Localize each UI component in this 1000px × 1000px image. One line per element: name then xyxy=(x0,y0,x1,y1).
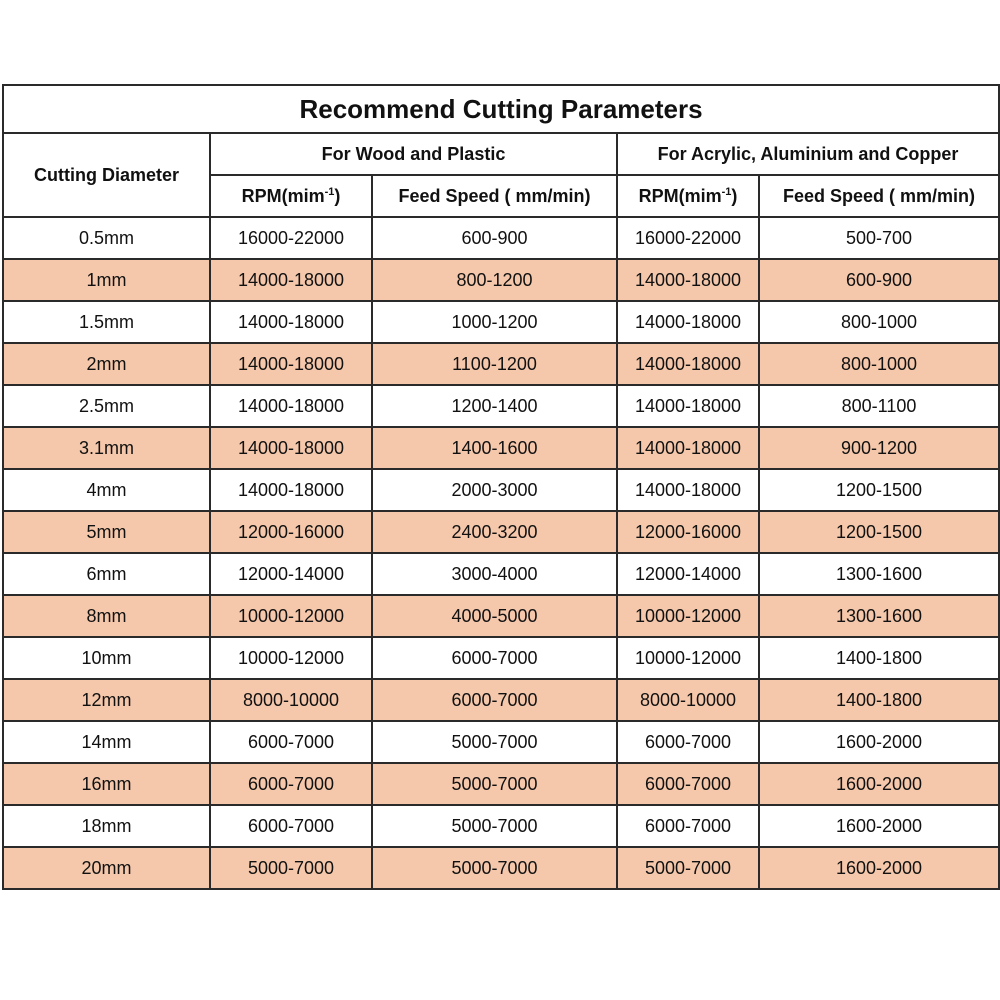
table-row xyxy=(3,679,999,721)
feed-wood-cell: 6000-7000 xyxy=(372,637,617,679)
diameter-cell: 12mm xyxy=(3,679,210,721)
wood-plastic-group-header: For Wood and Plastic xyxy=(210,133,617,175)
cutting-parameters-table xyxy=(2,84,1000,890)
feed-wood-cell: 2000-3000 xyxy=(372,469,617,511)
table-row xyxy=(3,553,999,595)
rpm-wood-cell: 14000-18000 xyxy=(210,469,372,511)
rpm-acrylic-cell: 6000-7000 xyxy=(617,805,759,847)
feed-acrylic-cell: 1200-1500 xyxy=(759,511,999,553)
rpm-acrylic-cell: 14000-18000 xyxy=(617,469,759,511)
rpm-acrylic-cell: 10000-12000 xyxy=(617,595,759,637)
rpm-wood-cell: 10000-12000 xyxy=(210,595,372,637)
rpm-acrylic-cell: 6000-7000 xyxy=(617,721,759,763)
diameter-cell: 4mm xyxy=(3,469,210,511)
table-row xyxy=(3,301,999,343)
table-row xyxy=(3,427,999,469)
table-row xyxy=(3,343,999,385)
feed-wood-cell: 3000-4000 xyxy=(372,553,617,595)
rpm-acrylic-cell: 8000-10000 xyxy=(617,679,759,721)
rpm-wood-cell: 12000-14000 xyxy=(210,553,372,595)
table-row xyxy=(3,721,999,763)
table-row xyxy=(3,385,999,427)
rpm-wood-cell: 16000-22000 xyxy=(210,217,372,259)
feed-wood-cell: 5000-7000 xyxy=(372,721,617,763)
rpm-wood-cell: 6000-7000 xyxy=(210,721,372,763)
diameter-cell: 2mm xyxy=(3,343,210,385)
feed-acrylic-cell: 800-1000 xyxy=(759,301,999,343)
rpm-header-wood: RPM(mim$^{-1}$) xyxy=(210,175,372,217)
rpm-acrylic-cell: 16000-22000 xyxy=(617,217,759,259)
table-row xyxy=(3,637,999,679)
diameter-cell: 8mm xyxy=(3,595,210,637)
feed-wood-cell: 1400-1600 xyxy=(372,427,617,469)
rpm-acrylic-cell: 14000-18000 xyxy=(617,259,759,301)
rpm-acrylic-cell: 10000-12000 xyxy=(617,637,759,679)
feed-wood-cell: 600-900 xyxy=(372,217,617,259)
rpm-wood-cell: 14000-18000 xyxy=(210,343,372,385)
feed-acrylic-cell: 1600-2000 xyxy=(759,847,999,889)
diameter-cell: 2.5mm xyxy=(3,385,210,427)
feed-acrylic-cell: 1300-1600 xyxy=(759,553,999,595)
feed-wood-cell: 1200-1400 xyxy=(372,385,617,427)
feed-acrylic-cell: 800-1000 xyxy=(759,343,999,385)
table-row xyxy=(3,595,999,637)
rpm-acrylic-cell: 12000-16000 xyxy=(617,511,759,553)
feed-acrylic-cell: 900-1200 xyxy=(759,427,999,469)
diameter-cell: 5mm xyxy=(3,511,210,553)
rpm-acrylic-cell: 12000-14000 xyxy=(617,553,759,595)
rpm-acrylic-cell: 14000-18000 xyxy=(617,427,759,469)
table-row xyxy=(3,511,999,553)
feed-acrylic-cell: 1600-2000 xyxy=(759,763,999,805)
diameter-cell: 14mm xyxy=(3,721,210,763)
feed-wood-cell: 1000-1200 xyxy=(372,301,617,343)
diameter-cell: 1mm xyxy=(3,259,210,301)
feed-wood-cell: 6000-7000 xyxy=(372,679,617,721)
acrylic-aluminium-copper-group-header: For Acrylic, Aluminium and Copper xyxy=(617,133,999,175)
rpm-acrylic-cell: 14000-18000 xyxy=(617,385,759,427)
table-row xyxy=(3,847,999,889)
diameter-cell: 18mm xyxy=(3,805,210,847)
feed-acrylic-cell: 500-700 xyxy=(759,217,999,259)
diameter-cell: 1.5mm xyxy=(3,301,210,343)
rpm-wood-cell: 8000-10000 xyxy=(210,679,372,721)
feed-wood-cell: 800-1200 xyxy=(372,259,617,301)
table-title: Recommend Cutting Parameters xyxy=(3,85,999,133)
rpm-wood-cell: 14000-18000 xyxy=(210,301,372,343)
rpm-acrylic-cell: 6000-7000 xyxy=(617,763,759,805)
diameter-cell: 10mm xyxy=(3,637,210,679)
feed-acrylic-cell: 800-1100 xyxy=(759,385,999,427)
rpm-wood-cell: 14000-18000 xyxy=(210,385,372,427)
diameter-cell: 3.1mm xyxy=(3,427,210,469)
rpm-wood-cell: 14000-18000 xyxy=(210,427,372,469)
rpm-acrylic-cell: 14000-18000 xyxy=(617,343,759,385)
feed-speed-header-acrylic: Feed Speed ( mm/min) xyxy=(759,175,999,217)
feed-wood-cell: 5000-7000 xyxy=(372,763,617,805)
feed-wood-cell: 1100-1200 xyxy=(372,343,617,385)
table-row xyxy=(3,259,999,301)
table-row xyxy=(3,469,999,511)
diameter-cell: 16mm xyxy=(3,763,210,805)
feed-speed-header-wood: Feed Speed ( mm/min) xyxy=(372,175,617,217)
feed-acrylic-cell: 1200-1500 xyxy=(759,469,999,511)
feed-acrylic-cell: 1600-2000 xyxy=(759,721,999,763)
cutting-diameter-header: Cutting Diameter xyxy=(3,133,210,217)
feed-acrylic-cell: 1400-1800 xyxy=(759,637,999,679)
table-row xyxy=(3,217,999,259)
rpm-header-acrylic: RPM(mim$^{-1}$) xyxy=(617,175,759,217)
rpm-wood-cell: 10000-12000 xyxy=(210,637,372,679)
feed-acrylic-cell: 600-900 xyxy=(759,259,999,301)
feed-acrylic-cell: 1600-2000 xyxy=(759,805,999,847)
rpm-acrylic-cell: 5000-7000 xyxy=(617,847,759,889)
rpm-wood-cell: 12000-16000 xyxy=(210,511,372,553)
rpm-wood-cell: 6000-7000 xyxy=(210,763,372,805)
diameter-cell: 0.5mm xyxy=(3,217,210,259)
rpm-acrylic-cell: 14000-18000 xyxy=(617,301,759,343)
diameter-cell: 20mm xyxy=(3,847,210,889)
table-row xyxy=(3,805,999,847)
diameter-cell: 6mm xyxy=(3,553,210,595)
rpm-wood-cell: 6000-7000 xyxy=(210,805,372,847)
table-body xyxy=(3,217,999,889)
rpm-wood-cell: 14000-18000 xyxy=(210,259,372,301)
feed-wood-cell: 5000-7000 xyxy=(372,805,617,847)
feed-acrylic-cell: 1400-1800 xyxy=(759,679,999,721)
rpm-wood-cell: 5000-7000 xyxy=(210,847,372,889)
feed-wood-cell: 4000-5000 xyxy=(372,595,617,637)
feed-acrylic-cell: 1300-1600 xyxy=(759,595,999,637)
feed-wood-cell: 5000-7000 xyxy=(372,847,617,889)
feed-wood-cell: 2400-3200 xyxy=(372,511,617,553)
table-row xyxy=(3,763,999,805)
